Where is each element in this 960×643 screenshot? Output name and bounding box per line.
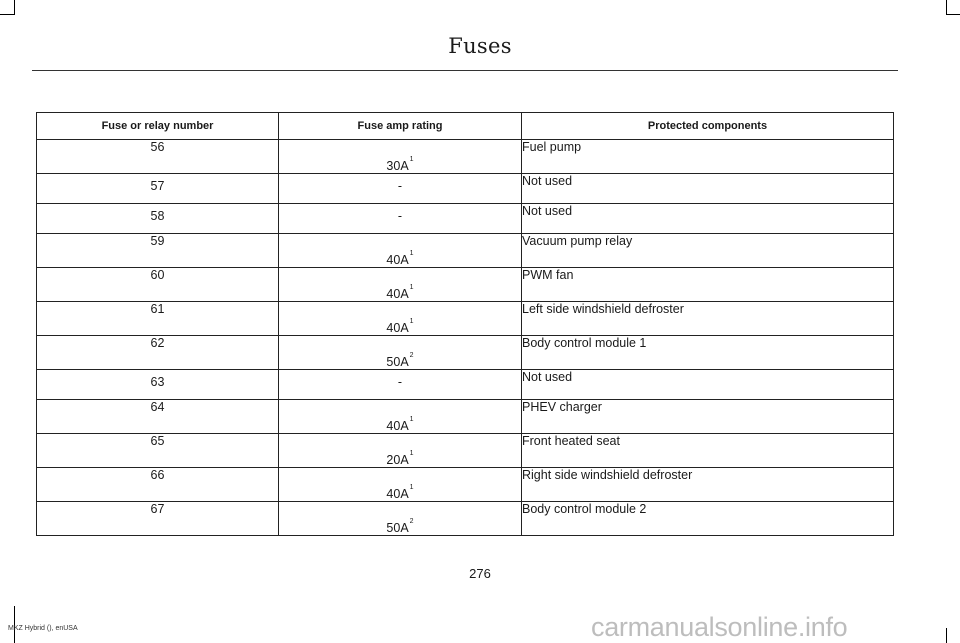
amp-rating-cell	[279, 400, 522, 434]
fuse-number-cell: 58	[37, 204, 279, 234]
table-body	[37, 140, 894, 536]
protected-component-text: Front heated seat	[522, 434, 620, 448]
amp-rating-value: -	[397, 179, 403, 193]
footnote-marker: 2	[409, 518, 414, 525]
page-title: Fuses	[448, 34, 512, 58]
amp-rating-value: 30A	[386, 159, 409, 173]
amp-rating-cell	[279, 468, 522, 502]
fuse-number-cell: 60	[37, 268, 279, 302]
protected-component-cell	[522, 140, 894, 174]
fuse-number-cell: 64	[37, 400, 279, 434]
amp-rating-value: -	[397, 375, 403, 389]
amp-rating-value: 40A	[386, 419, 409, 433]
table-row	[37, 370, 894, 400]
footnote-marker: 1	[409, 318, 414, 325]
table-row	[37, 336, 894, 370]
fuse-number-cell: 57	[37, 174, 279, 204]
amp-rating-cell	[279, 502, 522, 536]
table-row	[37, 268, 894, 302]
table-row	[37, 140, 894, 174]
amp-rating-value: 50A	[386, 521, 409, 535]
protected-component-cell	[522, 234, 894, 268]
page-number: 276	[469, 566, 491, 581]
amp-rating-cell	[279, 174, 522, 204]
title-divider	[32, 70, 898, 71]
footnote-marker: 2	[409, 352, 414, 359]
protected-component-text: Vacuum pump relay	[522, 234, 633, 248]
amp-rating-value: 40A	[386, 253, 409, 267]
fuse-number-cell: 65	[37, 434, 279, 468]
amp-rating-cell	[279, 302, 522, 336]
protected-component-text: Not used	[522, 204, 573, 218]
protected-component-cell	[522, 468, 894, 502]
column-header-amp-rating: Fuse amp rating	[279, 113, 522, 140]
footnote-marker: 1	[409, 250, 414, 257]
amp-rating-cell	[279, 268, 522, 302]
protected-component-cell	[522, 336, 894, 370]
amp-rating-cell	[279, 370, 522, 400]
table-row	[37, 302, 894, 336]
footnote-marker: 1	[409, 484, 414, 491]
protected-component-cell	[522, 268, 894, 302]
amp-rating-cell	[279, 434, 522, 468]
fuse-number-cell: 62	[37, 336, 279, 370]
fuse-number-cell: 56	[37, 140, 279, 174]
fuse-number-cell: 63	[37, 370, 279, 400]
footnote-marker: 1	[409, 416, 414, 423]
table-row	[37, 174, 894, 204]
protected-component-cell	[522, 434, 894, 468]
crop-mark	[0, 14, 15, 15]
protected-component-cell	[522, 204, 894, 234]
protected-component-cell	[522, 302, 894, 336]
crop-mark	[946, 14, 960, 15]
protected-component-cell	[522, 174, 894, 204]
protected-component-text: Fuel pump	[522, 140, 582, 154]
amp-rating-value: 20A	[386, 453, 409, 467]
protected-component-cell	[522, 502, 894, 536]
watermark: carmanualsonline.info	[591, 612, 848, 642]
table-row	[37, 400, 894, 434]
protected-component-text: Right side windshield defroster	[522, 468, 693, 482]
table-row	[37, 434, 894, 468]
amp-rating-value: 40A	[386, 287, 409, 301]
crop-mark	[14, 0, 15, 15]
table-row	[37, 234, 894, 268]
protected-component-text: PWM fan	[522, 268, 574, 282]
protected-component-text: Not used	[522, 370, 573, 384]
table-row	[37, 468, 894, 502]
protected-component-cell	[522, 370, 894, 400]
fuse-number-cell: 61	[37, 302, 279, 336]
table-row	[37, 502, 894, 536]
column-header-protected-components: Protected components	[522, 113, 894, 140]
amp-rating-value: 50A	[386, 355, 409, 369]
amp-rating-cell	[279, 140, 522, 174]
amp-rating-value: 40A	[386, 487, 409, 501]
footnote-marker: 1	[409, 156, 414, 163]
amp-rating-cell	[279, 204, 522, 234]
amp-rating-cell	[279, 336, 522, 370]
amp-rating-value: 40A	[386, 321, 409, 335]
fuse-number-cell: 66	[37, 468, 279, 502]
amp-rating-cell	[279, 234, 522, 268]
protected-component-text: Body control module 1	[522, 336, 647, 350]
footnote-marker: 1	[409, 284, 414, 291]
protected-component-text: Left side windshield defroster	[522, 302, 684, 316]
protected-component-text: Body control module 2	[522, 502, 647, 516]
protected-component-cell	[522, 400, 894, 434]
fuse-number-cell: 59	[37, 234, 279, 268]
fuse-number-cell: 67	[37, 502, 279, 536]
table-header-row	[37, 113, 894, 140]
amp-rating-value: -	[397, 209, 403, 223]
protected-component-text: Not used	[522, 174, 573, 188]
crop-mark	[946, 628, 947, 643]
footnote-marker: 1	[409, 450, 414, 457]
column-header-fuse-number: Fuse or relay number	[37, 113, 279, 140]
protected-component-text: PHEV charger	[522, 400, 602, 414]
crop-mark	[946, 0, 947, 15]
fuse-table	[36, 112, 894, 536]
footer-text: MKZ Hybrid (), enUSA	[8, 625, 78, 632]
table-row	[37, 204, 894, 234]
